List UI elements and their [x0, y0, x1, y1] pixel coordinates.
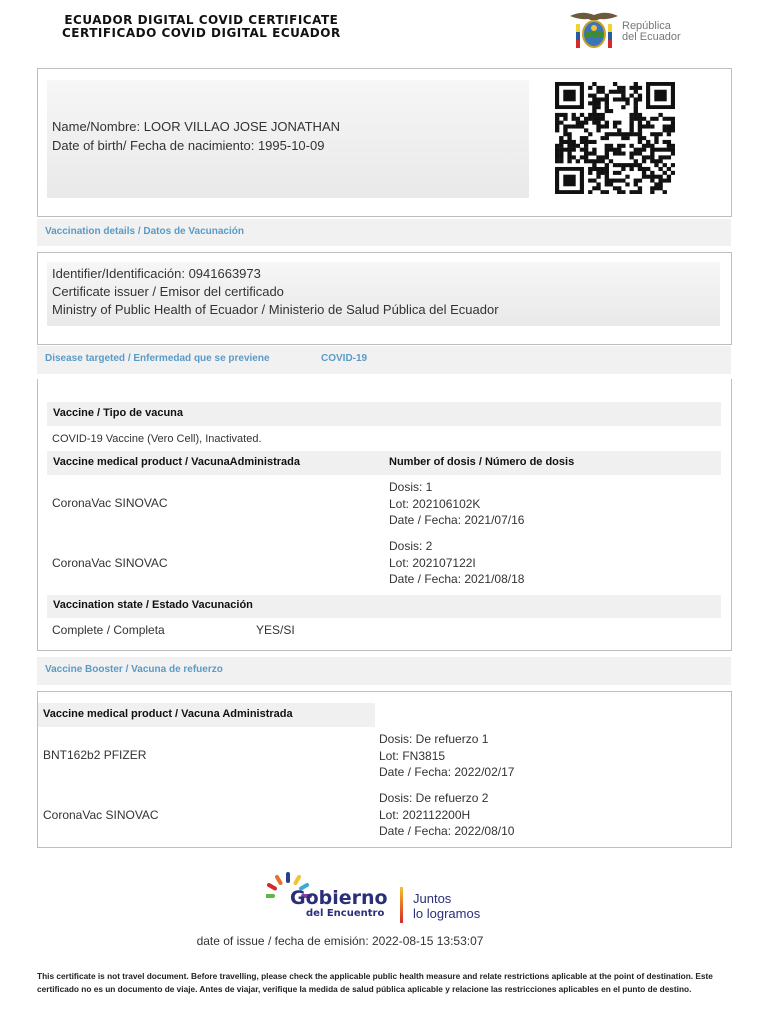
booster-title-es: Vacuna de refuerzo — [131, 664, 223, 675]
certificate-title-en: ECUADOR DIGITAL COVID CERTIFICATE — [64, 13, 339, 27]
identifier-info — [52, 265, 499, 319]
vaccination-state-value: YES/SI — [256, 623, 295, 637]
booster-product-header-row — [38, 703, 375, 727]
dose-row-1 — [52, 479, 720, 531]
booster-title-en: Vaccine Booster — [45, 664, 123, 675]
booster-2-lot: Lot: 202112200H — [379, 807, 471, 822]
vaccination-state-row — [52, 622, 452, 639]
booster-1-date: Date / Fecha: 2022/02/17 — [379, 765, 515, 779]
booster-bar: Vaccine Booster / Vacuna de refuerzo — [37, 657, 731, 685]
holder-dob: Date of birth/ Fecha de nacimiento: 1995-10-09 — [52, 138, 325, 153]
holder-name: Name/Nombre: LOOR VILLAO JOSE JONATHAN — [52, 119, 340, 134]
booster-2-product: CoronaVac SINOVAC — [43, 808, 159, 822]
vaccination-state-label: Complete / Completa — [52, 623, 165, 637]
booster-1-product: BNT162b2 PFIZER — [43, 748, 147, 762]
dose-2-product: CoronaVac SINOVAC — [52, 556, 168, 570]
dose-1-lot: Lot: 202106102K — [389, 496, 481, 511]
gobierno-logo — [266, 870, 506, 928]
vaccine-type-value: COVID-19 Vaccine (Vero Cell), Inactivated. — [52, 433, 262, 445]
gobierno-text: Gobierno — [290, 887, 388, 909]
del-encuentro-text: del Encuentro — [306, 908, 385, 919]
republica-line2: del Ecuador — [622, 31, 681, 43]
juntos-line2: lo logramos — [413, 906, 481, 921]
identifier-text: Identifier/Identificación: 0941663973 — [52, 266, 261, 281]
ecuador-coat-of-arms-icon — [568, 8, 620, 52]
holder-info — [52, 117, 340, 155]
juntos-line1: Juntos — [413, 891, 452, 906]
dose-2-date: Date / Fecha: 2021/08/18 — [389, 572, 525, 586]
vaccination-details-bar: Vaccination details / Datos de Vacunación — [37, 219, 731, 246]
vaccination-details-title-es: Datos de Vacunación — [143, 226, 244, 237]
disease-label: Disease targeted / Enfermedad que se previene — [45, 353, 270, 364]
vaccination-state-header — [47, 595, 721, 618]
issuer-value: Ministry of Public Health of Ecuador / Ministerio de Salud Pública del Ecuador — [52, 302, 499, 317]
disclaimer-text: This certificate is not travel document. Before travelling, please check the applicable public health measure and relate restrictions aplicable at the point of destination. Este certificado no es un documento de viaje. Antes de viajar, verifique la medida de salud pública aplicable y relacione las restricciones aplicables en el punto de destino. — [37, 971, 713, 994]
dose-1-product: CoronaVac SINOVAC — [52, 496, 168, 510]
issuer-label: Certificate issuer / Emisor del certificado — [52, 284, 284, 299]
dose-1-date: Date / Fecha: 2021/07/16 — [389, 513, 525, 527]
booster-2-number: Dosis: De refuerzo 2 — [379, 791, 489, 805]
issue-date: date of issue / fecha de emisión: 2022-08-15 13:53:07 — [196, 934, 484, 948]
booster-1-number: Dosis: De refuerzo 1 — [379, 732, 489, 746]
certificate-title — [62, 14, 341, 40]
republica-line1: República — [622, 20, 671, 32]
doses-header: Number of dosis / Número de dosis — [389, 456, 575, 468]
logo-divider — [400, 887, 403, 923]
republica-del-ecuador-text — [622, 21, 681, 43]
dose-1-number: Dosis: 1 — [389, 480, 433, 494]
vaccination-details-title-en: Vaccination details — [45, 226, 136, 237]
booster-row-1 — [43, 731, 723, 783]
booster-product-header: Vaccine medical product / Vacuna Administrada — [43, 708, 293, 720]
booster-2-date: Date / Fecha: 2022/08/10 — [379, 824, 515, 838]
booster-1-lot: Lot: FN3815 — [379, 748, 446, 763]
juntos-text — [413, 891, 480, 921]
vaccine-product-header: Vaccine medical product / VacunaAdministrada — [53, 456, 300, 468]
booster-row-2 — [43, 790, 723, 842]
dose-2-lot: Lot: 202107122I — [389, 555, 476, 570]
vaccination-state-header-text: Vaccination state / Estado Vacunación — [53, 599, 253, 611]
disease-value: COVID-19 — [321, 353, 368, 364]
vaccine-product-header-row — [47, 451, 721, 475]
disease-bar — [37, 346, 731, 374]
dose-row-2 — [52, 538, 720, 590]
vaccine-type-header — [47, 402, 721, 426]
dose-2-number: Dosis: 2 — [389, 539, 433, 553]
vaccine-type-header-text: Vaccine / Tipo de vacuna — [53, 407, 184, 419]
qr-code — [555, 82, 675, 194]
certificate-title-es: CERTIFICADO COVID DIGITAL ECUADOR — [62, 26, 341, 40]
